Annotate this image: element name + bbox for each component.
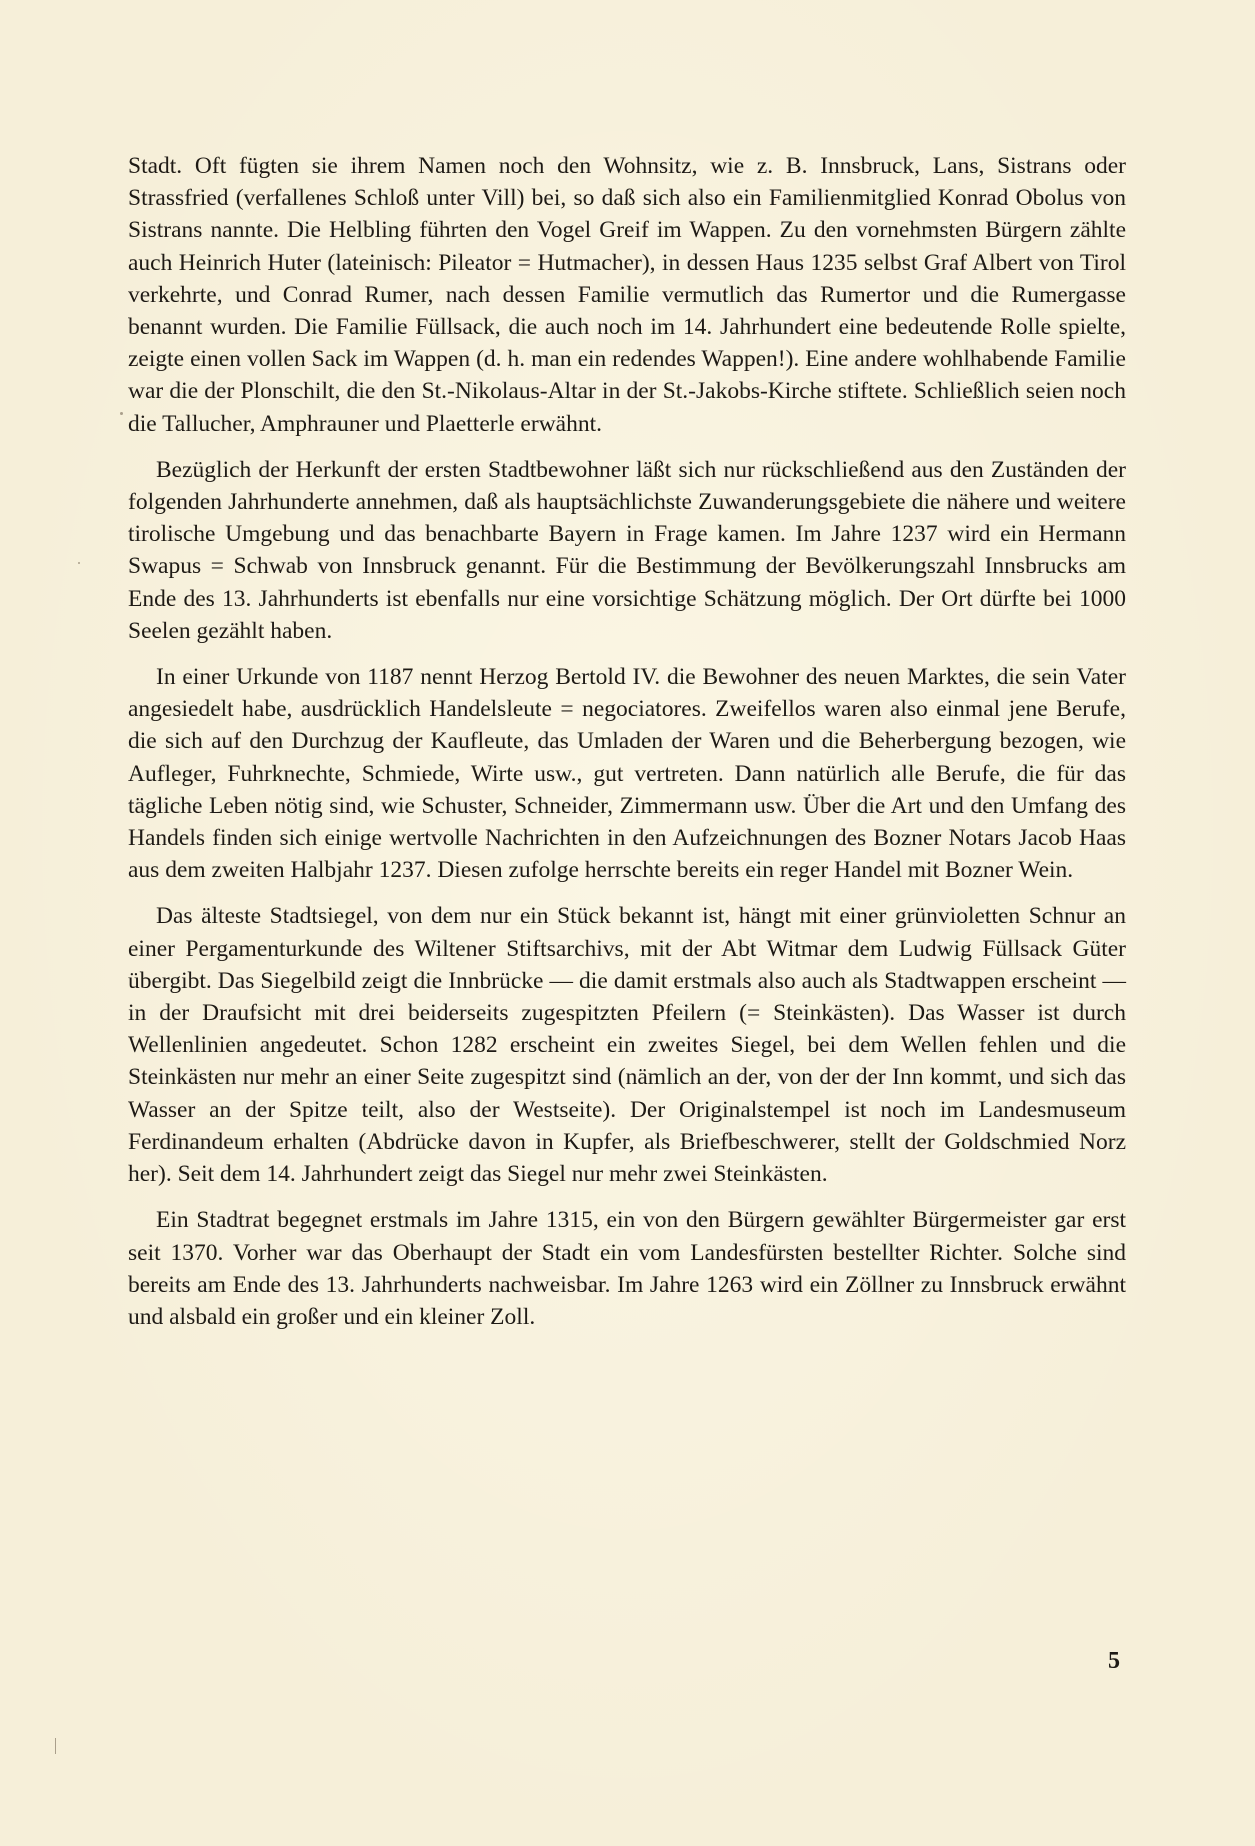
- paragraph-4: Das älteste Stadtsiegel, von dem nur ein Stück bekannt ist, hängt mit einer grünvioletten Schnur an einer Pergamenturkunde des Wiltener Stiftsarchivs, mit der Abt Witmar dem Ludwig Füllsack Güter übergibt. Das Siegelbild zeigt die Innbrücke — die damit erstmals also auch als Stadtwappen erscheint — in der Draufsicht mit drei beiderseits zugespitzten Pfeilern (= Steinkästen). Das Wasser ist durch Wellenlinien angedeutet. Schon 1282 erscheint ein zweites Siegel, bei dem Wellen fehlen und die Steinkästen nur mehr an einer Seite zugespitzt sind (nämlich an der, von der der Inn kommt, und sich das Wasser an der Spitze teilt, also der Westseite). Der Originalstempel ist noch im Landesmuseum Ferdinandeum erhalten (Abdrücke davon in Kupfer, als Briefbeschwerer, stellt der Goldschmied Norz her). Seit dem 14. Jahrhundert zeigt das Siegel nur mehr zwei Steinkästen.: [128, 903, 1126, 1188]
- page-number: 5: [1108, 1648, 1120, 1674]
- paragraph-5: Ein Stadtrat begegnet erstmals im Jahre 1315, ein von den Bürgern gewählter Bürgermeister gar erst seit 1370. Vorher war das Oberhaupt der Stadt ein vom Landesfürsten bestellter Richter. Solche sind bereits am Ende des 13. Jahrhunderts nachweisbar. Im Jahre 1263 wird ein Zöllner zu Innsbruck erwähnt und alsbald ein großer und ein kleiner Zoll.: [128, 1207, 1126, 1330]
- paragraph-2: Bezüglich der Herkunft der ersten Stadtbewohner läßt sich nur rückschließend aus den Zuständen der folgenden Jahrhunderte annehmen, daß als hauptsächlichste Zuwanderungsgebiete die nähere und weitere tirolische Umgebung und das benachbarte Bayern in Frage kamen. Im Jahre 1237 wird ein Hermann Swapus = Schwab von Innsbruck genannt. Für die Bestimmung der Bevölkerungszahl Innsbrucks am Ende des 13. Jahrhunderts ist ebenfalls nur eine vorsichtige Schätzung möglich. Der Ort dürfte bei 1000 Seelen gezählt haben.: [128, 456, 1126, 644]
- paper-speck: [120, 412, 123, 415]
- paper-speck: [78, 562, 80, 564]
- body-text: [128, 150, 1126, 1347]
- paper-speck: [55, 1738, 56, 1754]
- paragraph-3: In einer Urkunde von 1187 nennt Herzog Bertold IV. die Bewohner des neuen Marktes, die sein Vater angesiedelt habe, ausdrücklich Handelsleute = negociatores. Zweifellos waren also einmal jene Berufe, die sich auf den Durchzug der Kaufleute, das Umladen der Waren und die Beherbergung bezogen, wie Aufleger, Fuhrknechte, Schmiede, Wirte usw., gut vertreten. Dann natürlich alle Berufe, die für das tägliche Leben nötig sind, wie Schuster, Schneider, Zimmermann usw. Über die Art und den Umfang des Handels finden sich einige wertvolle Nachrichten in den Aufzeichnungen des Bozner Notars Jacob Haas aus dem zweiten Halbjahr 1237. Diesen zufolge herrschte bereits ein reger Handel mit Bozner Wein.: [128, 664, 1126, 884]
- paragraph-1: Stadt. Oft fügten sie ihrem Namen noch den Wohnsitz, wie z. B. Innsbruck, Lans, Sistrans oder Strassfried (verfallenes Schloß unter Vill) bei, so daß sich also ein Familienmitglied Konrad Obolus von Sistrans nannte. Die Helbling führten den Vogel Greif im Wappen. Zu den vornehmsten Bürgern zählte auch Heinrich Huter (lateinisch: Pileator = Hutmacher), in dessen Haus 1235 selbst Graf Albert von Tirol verkehrte, und Conrad Rumer, nach dessen Familie vermutlich das Rumertor und die Rumergasse benannt wurden. Die Familie Füllsack, die auch noch im 14. Jahrhundert eine bedeutende Rolle spielte, zeigte einen vollen Sack im Wappen (d. h. man ein redendes Wappen!). Eine andere wohlhabende Familie war die der Plonschilt, die den St.-Nikolaus-Altar in der St.-Jakobs-Kirche stiftete. Schließlich seien noch die Tallucher, Amphrauner und Plaetterle erwähnt.: [128, 153, 1126, 437]
